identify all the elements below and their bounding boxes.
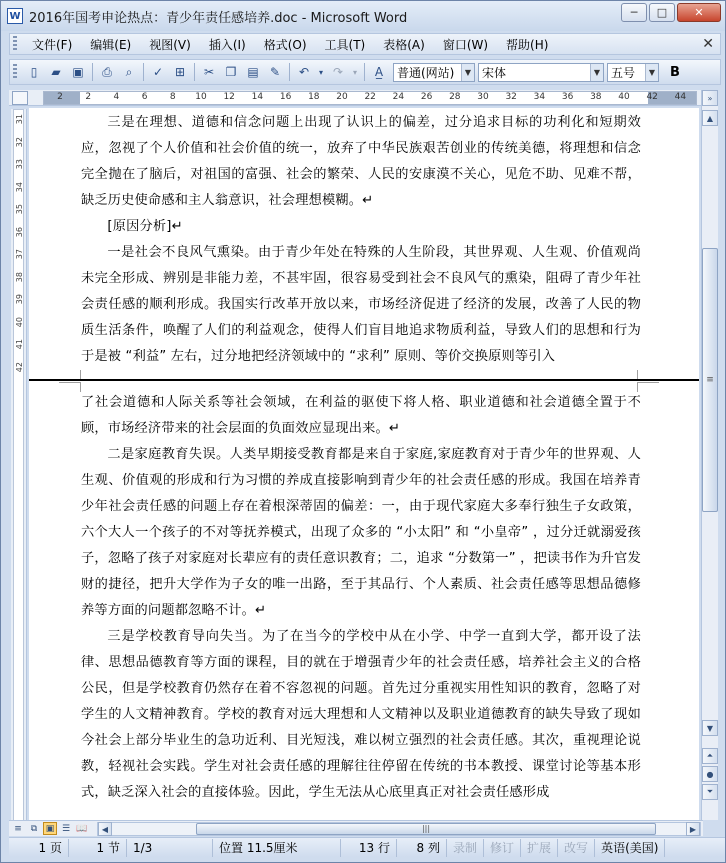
status-extend[interactable]: 扩展 — [521, 839, 558, 857]
close-button[interactable]: ✕ — [677, 3, 721, 22]
vertical-scrollbar[interactable] — [701, 90, 718, 820]
ruler-number: 32 — [505, 92, 517, 102]
ruler-number: 8 — [169, 92, 176, 102]
menu-table[interactable]: 表格(A) — [383, 37, 425, 52]
research-icon[interactable]: ⊞ — [174, 65, 186, 79]
undo-icon[interactable]: ↶ — [298, 65, 310, 79]
vertical-ruler-number: 41 — [15, 339, 24, 350]
paragraph[interactable]: 三是学校教育导向失当。为了在当今的学校中从在小学、中学一直到大学，都开设了法律、思想品德教育等方面的课程，目的就在于增强青少年的社会责任感，培养社会主义的合格公民，但是学校教育仍然存在着不容忽视的问题。首先过分重视实用性知识的教育，忽略了对学生的人文精神教育。学校的教育对远大理想和人文精神以及职业道德教育的缺失导致了现如今社会上部分毕业生的急功近利、目光短浅，难以树立强烈的社会责任感。其次，重视理论说教，轻视社会实践。学生对社会责任感的理解往往停留在传统的书本教授、课堂讨论等基本形式，缺乏深入社会的直接体验。因此，学生无法从心底里真正对社会责任感形成 — [81, 629, 641, 800]
toolbar-grip-icon[interactable] — [13, 36, 17, 52]
status-track-changes[interactable]: 修订 — [484, 839, 521, 857]
toolbar-overflow-icon[interactable]: » — [702, 90, 718, 106]
word-app-icon[interactable]: W — [7, 8, 23, 24]
chevron-down-icon[interactable]: ▼ — [461, 64, 474, 81]
vertical-ruler-number: 33 — [15, 159, 24, 170]
paste-icon[interactable]: ▤ — [247, 65, 259, 79]
toolbar-separator — [194, 63, 195, 81]
status-language[interactable]: 英语(美国) — [595, 839, 665, 857]
ruler-number: 36 — [561, 92, 574, 102]
menu-bar — [9, 33, 721, 55]
status-column: 8 列 — [397, 839, 447, 857]
open-icon[interactable]: ▰ — [51, 65, 61, 79]
style-select-value: 普通(网站) — [397, 65, 455, 80]
copy-icon[interactable]: ❐ — [225, 65, 237, 79]
vertical-scroll-thumb[interactable]: ≡ — [702, 248, 718, 512]
reading-view-icon[interactable]: 📖 — [76, 823, 88, 834]
ruler-number: 24 — [392, 92, 405, 102]
save-icon[interactable]: ▣ — [72, 65, 84, 79]
previous-page-icon[interactable]: ⏶ — [702, 748, 718, 764]
vertical-ruler-number: 38 — [15, 271, 24, 282]
ruler-number: 38 — [590, 92, 602, 102]
scroll-down-icon[interactable]: ▼ — [702, 720, 718, 736]
menu-insert[interactable]: 插入(I) — [208, 37, 246, 52]
status-bar — [9, 837, 725, 857]
font-select-value: 宋体 — [482, 65, 507, 80]
ruler-number: 14 — [251, 92, 264, 102]
font-size-value: 五号 — [611, 65, 636, 80]
menu-file[interactable]: 文件(F) — [32, 37, 73, 52]
paragraph[interactable]: 一是社会不良风气熏染。由于青少年处在特殊的人生阶段，其世界观、人生观、价值观尚未完全形成、辨别是非能力差，不甚牢固，很容易受到社会不良风气的熏染，阻碍了青少年社会责任感的顺利形成。我国实行改革开放以来，市场经济促进了经济的发展，改善了人民的物质生活条件，唤醒了人们的利益观念，使得人们盲目地追求物质利益，导致人们的思想和行为于是被 “利益” 左右，过分地把经济领域中的 “求利” 原则、等价交换原则等引入 — [81, 245, 641, 364]
horizontal-scroll-thumb[interactable]: ||| — [196, 823, 656, 835]
standard-toolbar — [9, 59, 721, 85]
ruler-number: 2 — [85, 92, 92, 102]
format-painter-icon[interactable]: ✎ — [269, 65, 281, 79]
ruler-number: 34 — [533, 92, 546, 102]
toolbar-separator — [289, 63, 290, 81]
scroll-right-icon[interactable]: ▶ — [686, 822, 700, 836]
title-bar[interactable] — [1, 1, 725, 31]
undo-dropdown-icon[interactable]: ▾ — [318, 67, 323, 77]
horizontal-scrollbar[interactable] — [97, 822, 701, 836]
vertical-ruler[interactable] — [11, 109, 27, 821]
vertical-ruler-number: 32 — [15, 136, 24, 147]
status-section: 1 节 — [69, 839, 127, 857]
horizontal-ruler[interactable] — [9, 90, 703, 106]
ruler-number: 2 — [57, 92, 63, 102]
scroll-left-icon[interactable]: ◀ — [98, 822, 112, 836]
toolbar-separator — [143, 63, 144, 81]
vertical-ruler-number: 40 — [15, 316, 24, 327]
document-area[interactable] — [29, 108, 699, 820]
font-select[interactable] — [478, 63, 604, 82]
vertical-ruler-number: 36 — [15, 226, 24, 237]
close-document-icon[interactable]: ✕ — [702, 36, 714, 52]
print-icon[interactable]: ⎙ — [102, 64, 112, 79]
web-view-icon[interactable]: ⧉ — [30, 823, 38, 834]
ruler-number: 12 — [223, 92, 235, 102]
menu-format[interactable]: 格式(O) — [263, 37, 307, 52]
ruler-number: 20 — [336, 92, 348, 102]
horizontal-scrollbar-area — [9, 820, 703, 836]
normal-view-icon[interactable]: ≡ — [14, 823, 22, 834]
paragraph[interactable]: [原因分析]↵ — [107, 219, 183, 234]
minimize-button[interactable]: ─ — [621, 3, 647, 22]
menu-edit[interactable]: 编辑(E) — [90, 37, 132, 52]
ruler-number: 28 — [449, 92, 461, 102]
ruler-number: 4 — [113, 92, 120, 102]
toolbar-separator — [92, 63, 93, 81]
next-page-icon[interactable]: ⏷ — [702, 784, 718, 800]
vertical-ruler-number: 42 — [15, 361, 24, 372]
spelling-icon[interactable]: ✓ — [152, 65, 164, 79]
ruler-number: 40 — [618, 92, 630, 102]
toolbar-separator — [364, 63, 365, 81]
vertical-ruler-number: 37 — [15, 249, 24, 260]
print-preview-icon[interactable]: ⌕ — [125, 64, 133, 79]
vertical-ruler-number: 35 — [15, 204, 24, 215]
paragraph[interactable]: 了社会道德和人际关系等社会领域，在利益的驱使下将人格、职业道德和社会道德全置于不顾，市场经济带来的社会层面的负面效应显现出来。↵ — [81, 395, 641, 436]
ruler-number: 42 — [646, 92, 658, 102]
tab-selector-icon[interactable] — [12, 91, 28, 105]
style-select[interactable] — [393, 63, 475, 82]
ruler-number: 26 — [420, 92, 433, 102]
print-layout-view-icon[interactable]: ▣ — [43, 822, 57, 835]
status-record[interactable]: 录制 — [447, 839, 484, 857]
maximize-button[interactable]: □ — [649, 3, 675, 22]
menu-tools[interactable]: 工具(T) — [324, 37, 366, 52]
vertical-ruler-strip — [13, 109, 24, 821]
toolbar-grip-icon[interactable] — [13, 64, 17, 80]
page-2-text[interactable] — [81, 390, 641, 806]
cut-icon[interactable]: ✂ — [203, 65, 215, 79]
ruler-number: 10 — [195, 92, 207, 102]
page-1-text[interactable] — [81, 110, 641, 370]
ruler-number: 6 — [141, 92, 148, 102]
status-page-of: 1/3 — [127, 839, 213, 857]
ruler-number: 22 — [364, 92, 376, 102]
menu-help[interactable]: 帮助(H) — [506, 37, 549, 52]
ruler-number: 30 — [477, 92, 489, 102]
crop-mark — [59, 382, 81, 392]
select-browse-object-icon[interactable]: ● — [702, 766, 718, 782]
chevron-down-icon[interactable]: ▼ — [590, 64, 603, 81]
status-page: 1 页 — [9, 839, 69, 857]
vertical-ruler-number: 34 — [15, 181, 24, 192]
page-break-line — [29, 379, 699, 381]
font-size-select[interactable] — [607, 63, 659, 82]
scroll-up-icon[interactable]: ▲ — [702, 110, 718, 126]
new-icon[interactable]: ▯ — [30, 65, 38, 79]
menu-window[interactable]: 窗口(W) — [442, 37, 489, 52]
ruler-strip[interactable] — [43, 91, 697, 105]
vertical-ruler-number: 31 — [15, 114, 24, 125]
outline-view-icon[interactable]: ☰ — [61, 823, 71, 834]
status-position: 位置 11.5厘米 — [213, 839, 341, 857]
paragraph[interactable]: 三是在理想、道德和信念问题上出现了认识上的偏差，过分追求目标的功利化和短期效应，忽视了个人价值和社会价值的统一，放弃了中华民族艰苦创业的传统美德，将理想和信念完全抛在了脑后，对祖国的富强、社会的繁荣、人民的安康漠不关心，见危不助、见难不帮，缺乏历史使命感和主人翁意识，社会理想模糊。↵ — [81, 115, 641, 208]
redo-dropdown-icon[interactable]: ▾ — [352, 67, 357, 77]
vertical-ruler-number: 39 — [15, 294, 24, 305]
redo-icon[interactable]: ↷ — [332, 65, 344, 79]
ruler-number: 18 — [308, 92, 320, 102]
menu-view[interactable]: 视图(V) — [149, 37, 191, 52]
status-overtype[interactable]: 改写 — [558, 839, 595, 857]
bold-button[interactable]: B — [670, 64, 680, 80]
ruler-number: 16 — [279, 92, 292, 102]
window-title: 2016年国考申论热点：青少年责任感培养.doc - Microsoft Word — [29, 10, 408, 26]
paragraph[interactable]: 二是家庭教育失误。人类早期接受教育都是来自于家庭,家庭教育对于青少年的世界观、人生观、价值观的形成和行为习惯的养成直接影响到青少年的社会责任感的形成。我国在培养青少年社会责任感的问题上存在着根深蒂固的偏差：一，由于现代家庭大多奉行独生子女政策，六个大人一个孩子的不对等抚养模式，出现了众多的 “小太阳” 和 “小皇帝” ，过分迁就溺爱孩子，忽略了孩子对家庭对长辈应有的责任意识教育；二，追求 “分数第一” ，把读书作为升官发财的捷径，把升大学作为子女的唯一出路，至于其品行、个人素质、社会责任感等思想品德修养等方面的问题都忽略不计。↵ — [81, 447, 641, 618]
chevron-down-icon[interactable]: ▼ — [645, 64, 658, 81]
styles-icon[interactable]: A̲ — [374, 65, 384, 79]
ruler-number: 44 — [674, 92, 687, 102]
status-line: 13 行 — [341, 839, 397, 857]
